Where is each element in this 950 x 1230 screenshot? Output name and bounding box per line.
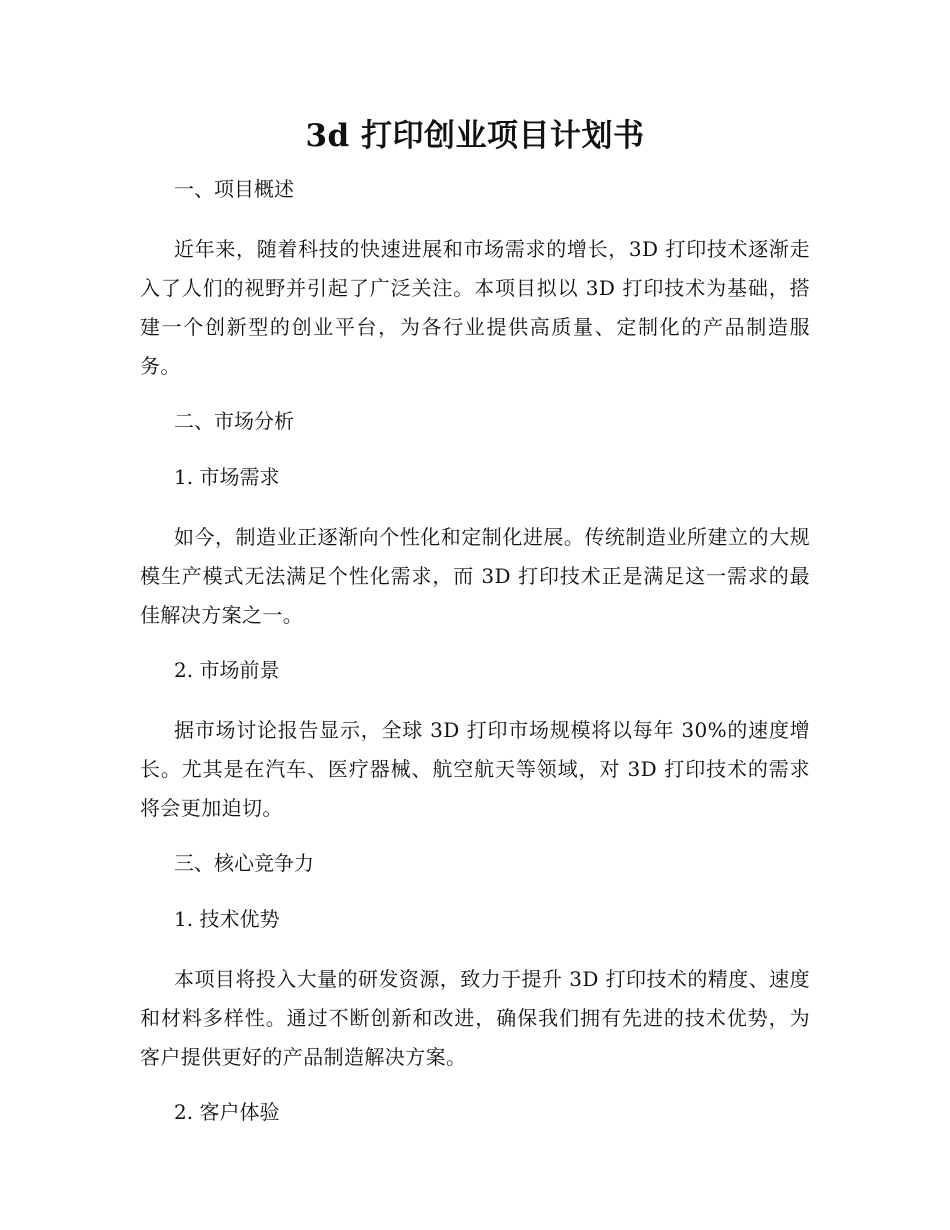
- paragraph-market-demand: 如今，制造业正逐渐向个性化和定制化进展。传统制造业所建立的大规模生产模式无法满足个性化需求，而 3D 打印技术正是满足这一需求的最佳解决方案之一。: [140, 525, 810, 627]
- document-body: [140, 174, 810, 1127]
- paragraph-market-outlook: 据市场讨论报告显示，全球 3D 打印市场规模将以每年 30%的速度增长。尤其是在汽车、医疗器械、航空航天等领域，对 3D 打印技术的需求将会更加迫切。: [140, 718, 810, 820]
- subheading-technical-advantage: 1. 技术优势: [174, 907, 280, 931]
- subheading-customer-experience: 2. 客户体验: [174, 1100, 280, 1124]
- section-heading-core-competitiveness: 三、核心竞争力: [174, 851, 314, 875]
- subheading-market-outlook: 2. 市场前景: [174, 658, 280, 682]
- section-heading-market-analysis: 二、市场分析: [174, 409, 294, 433]
- document-title: 3d 打印创业项目计划书: [305, 118, 645, 154]
- subheading-market-demand: 1. 市场需求: [174, 465, 280, 489]
- section-heading-overview: 一、项目概述: [174, 177, 294, 201]
- paragraph-overview: 近年来，随着科技的快速进展和市场需求的增长，3D 打印技术逐渐走入了人们的视野并引起了广泛关注。本项目拟以 3D 打印技术为基础，搭建一个创新型的创业平台，为各行业提供高质量、定制化的产品制造服务。: [140, 237, 810, 378]
- paragraph-technical-advantage: 本项目将投入大量的研发资源，致力于提升 3D 打印技术的精度、速度和材料多样性。通过不断创新和改进，确保我们拥有先进的技术优势，为客户提供更好的产品制造解决方案。: [140, 967, 810, 1069]
